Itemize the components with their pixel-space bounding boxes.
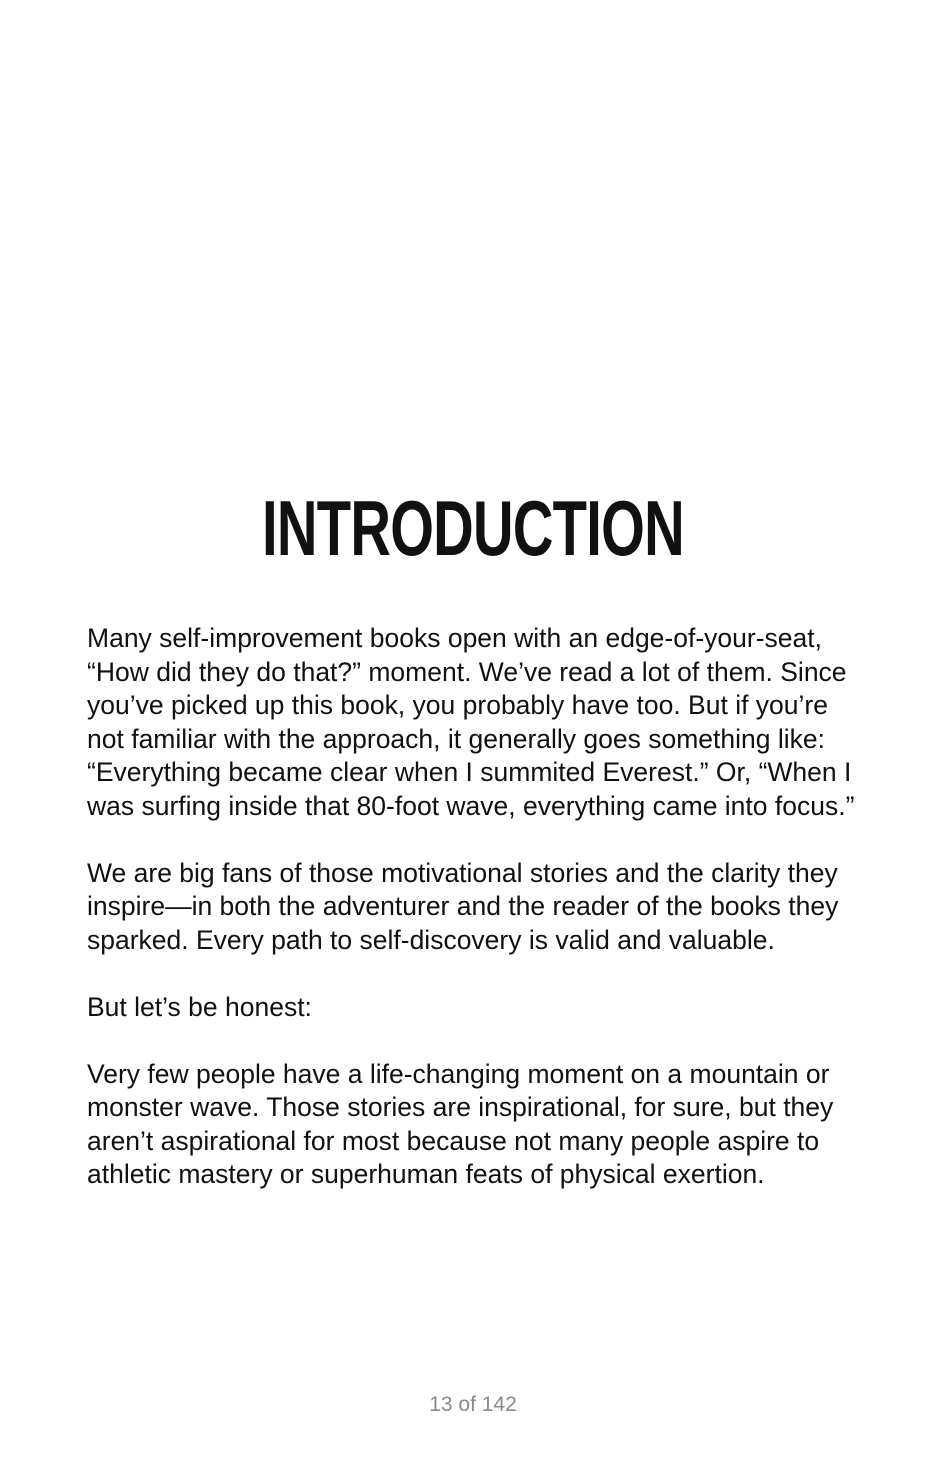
paragraph: But let’s be honest:	[87, 991, 312, 1022]
chapter-body	[87, 622, 867, 1225]
paragraph: We are big fans of those motivational stories and the clarity they inspire—in both the adventurer and the reader of the books they sparked. Every path to self-discovery is valid and valuable.	[87, 857, 839, 955]
paragraph: Very few people have a life-changing moment on a mountain or monster wave. Those stories are inspirational, for sure, but they aren’t aspirational for most because not many people aspire to athletic mastery or superhuman feats of physical exertion.	[87, 1058, 834, 1189]
paragraph: Many self-improvement books open with an edge-of-your-seat, “How did they do that?” moment. We’ve read a lot of them. Since you’ve picked up this book, you probably have too. But if you’re not familiar with the approach, it generally goes something like: “Everything became clear when I summited Everest.” Or, “When I was surfing inside that 80-foot wave, everything came into focus.”	[87, 623, 855, 821]
chapter-title: INTRODUCTION	[262, 484, 684, 572]
page-indicator: 13 of 142	[429, 1393, 517, 1416]
